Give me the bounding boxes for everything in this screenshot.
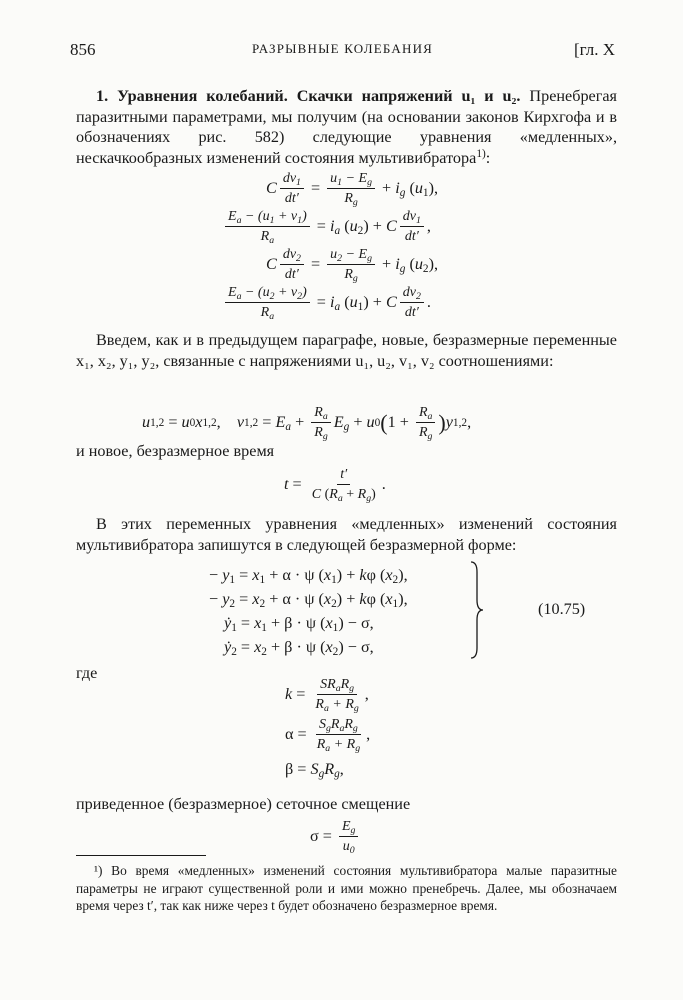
footnote-rule <box>76 855 206 856</box>
chapter-label: [гл. X <box>573 40 615 59</box>
alpha-definition: α = $\frac{S_gR_aR_g}{R_a + R_g}$ , <box>285 717 371 754</box>
footnote: ¹) Во время «медленных» изменений состояния мультивибратора малые паразитные параметры не играют существенной роли и ими можно пренебречь. Далее, мы обозначаем время через t′, так как ниже через t будет обозначено безразмерное время. <box>76 863 617 914</box>
equation-number: (10.75) <box>538 600 586 618</box>
running-title: РАЗРЫВНЫЕ КОЛЕБАНИЯ <box>251 41 434 56</box>
system-intro-paragraph: В этих переменных уравнения «медленных» изменений состояния мультивибратора запишутся в следующей безразмерной форме: <box>76 515 617 554</box>
equation-4: $\frac{E_a - (u_2 + v_2)}{R_a}$ = $i_a$ $(u_1)$ + C $\frac{dv_2}{dt'}$ . <box>222 284 431 321</box>
bias-paragraph: приведенное (безразмерное) сеточное смещение <box>76 795 411 813</box>
page-header <box>70 40 615 62</box>
equation-3: C $\frac{dv_2}{dt'}$ = $\frac{u_2 - E_g}{R_g}$ + $i_g$ $(u_2)$, <box>266 247 439 284</box>
right-brace-icon <box>470 560 484 660</box>
section-heading: 1. Уравнения колебаний. Скачки напряжений u₁ и u₂. <box>96 87 521 105</box>
substitution-equation: u 1,2 = u 0 x 1,2 , v 1,2 = $E_a$ + $\frac{R_a}{R_g}$ $E_g$ + u 0 ( 1 + $\frac{R_a}{R_g}$ ) y 1,2 , <box>142 405 472 442</box>
beta-definition: $\beta = S_gR_g$, <box>285 760 344 780</box>
dimensionless-time-equation: t = $\frac{t'}{C (R_a + R_g)}$ . <box>284 467 386 504</box>
time-paragraph: и новое, безразмерное время <box>76 442 275 460</box>
system-equation-1: − $y_1 = x_1 + \alpha \cdot \psi$ $(x_1) + k\varphi$ $(x_2)$, <box>209 566 408 586</box>
section-intro-paragraph: 1. Уравнения колебаний. Скачки напряжений u₁ и u₂. Пренебрегая паразитными параметрами, мы получим (на основании законов Кирхгофа и в обозначениях рис. 582) следующие уравнения «медленных», нескачкообразных изменений состояния мультивибратора$^{1)}$: <box>76 87 618 167</box>
variables-paragraph: Введем, как и в предыдущем параграфе, новые, безразмерные переменные x₁, x₂, y₁, y₂, связанные с напряжениями u₁, u₂, v₁, v₂ соотношениями: <box>76 331 617 370</box>
equation-1: C $\frac{dv_1}{dt'}$ = $\frac{u_1 - E_g}{R_g}$ + $i_g$ $(u_1)$, <box>266 171 439 208</box>
sigma-definition: σ = $\frac{E_g}{u_0}$ <box>310 818 361 855</box>
k-definition: k = $\frac{SR_aR_g}{R_a + R_g}$ , <box>285 677 369 714</box>
intro-text: Пренебрегая паразитными параметрами, мы получим (на основании законов Кирхгофа и в обозначениях рис. 582) следующие уравнения «медленных», нескачкообразных изменений состояния мультивибратора <box>76 87 618 167</box>
system-equation-3: ẏ$_1$ = $x_1 + \beta \cdot \psi$ $(x_1) - \sigma$, <box>224 614 374 634</box>
system-equation-4: ẏ$_2$ = $x_2 + \beta \cdot \psi$ $(x_2) - \sigma$, <box>224 638 374 658</box>
system-equation-2: − $y_2 = x_2 + \alpha \cdot \psi$ $(x_2) + k\varphi$ $(x_1)$, <box>209 590 408 610</box>
page-number: 856 <box>70 40 96 59</box>
footnote-mark: 1) <box>476 147 486 160</box>
where-label: где <box>76 664 98 682</box>
equation-2: $\frac{E_a - (u_1 + v_1)}{R_a}$ = $i_a$ $(u_2)$ + C $\frac{dv_1}{dt'}$ , <box>222 208 431 245</box>
